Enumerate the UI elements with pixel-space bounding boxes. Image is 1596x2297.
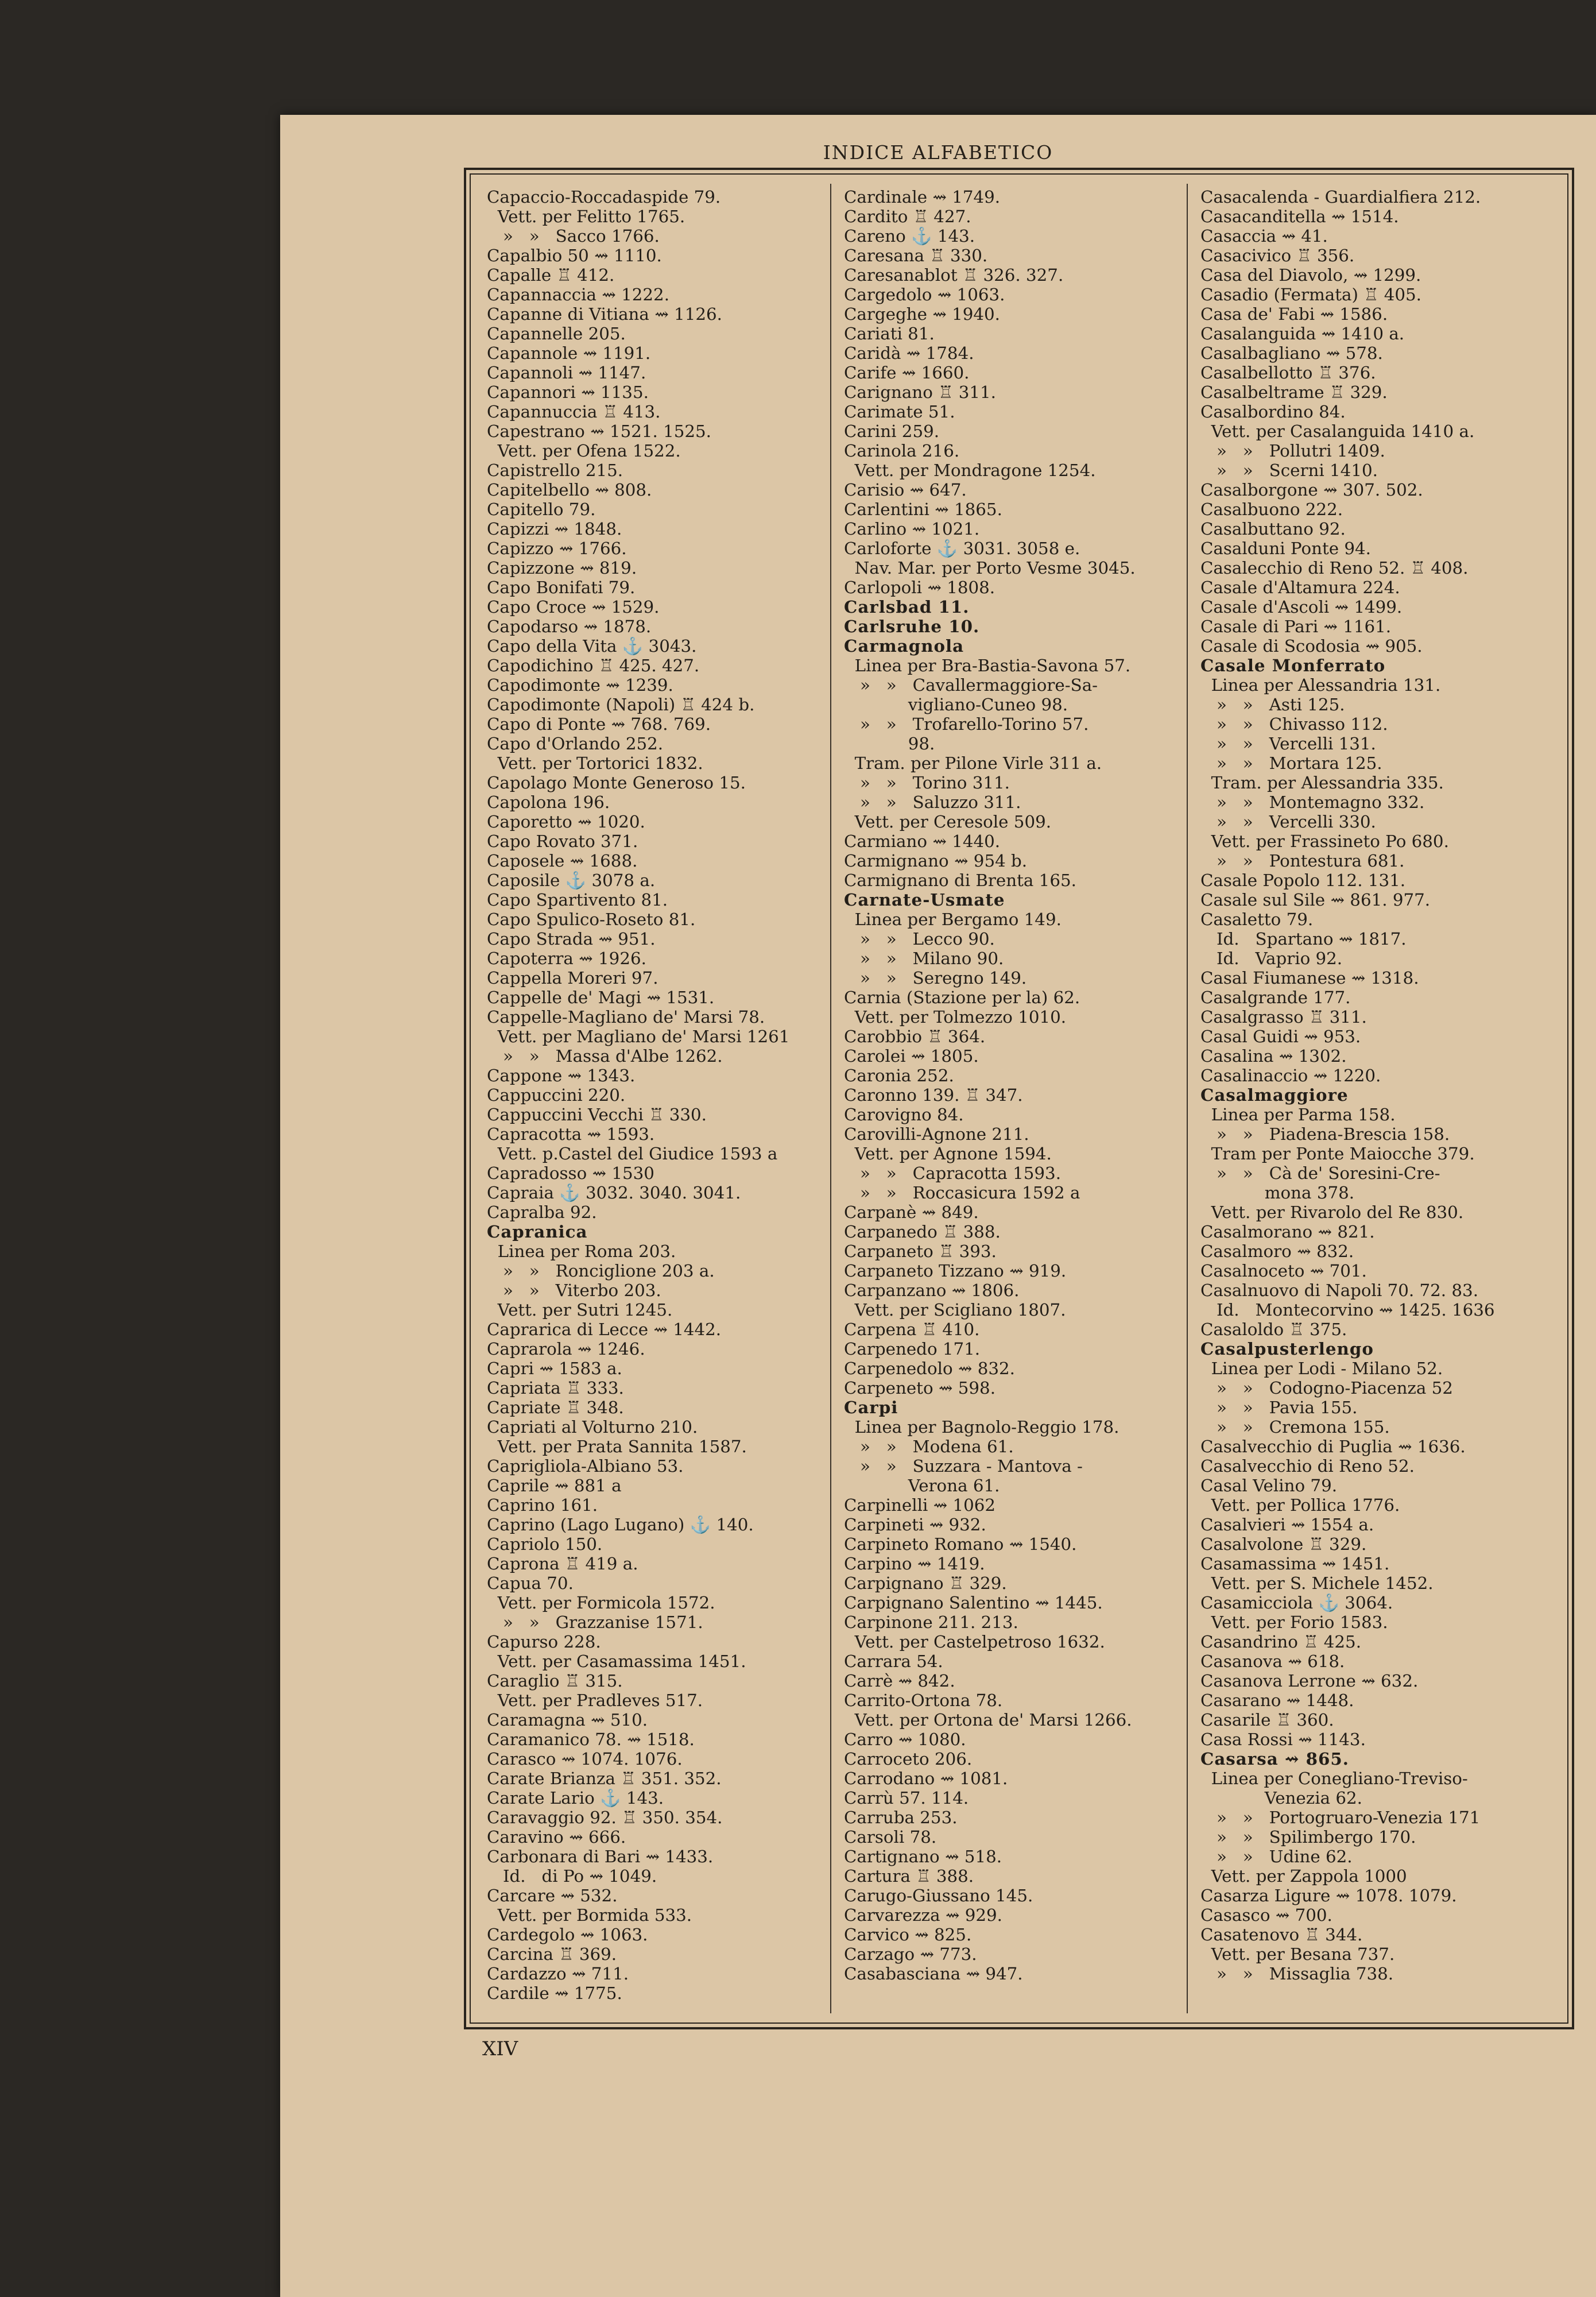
index-entry: Capralba 92. xyxy=(487,1202,597,1222)
index-entry: Cardegolo ⇝ 1063. xyxy=(487,1925,648,1944)
index-entry: » » Spilimbergo 170. xyxy=(1200,1827,1416,1847)
index-entry: Capizzone ⇝ 819. xyxy=(487,558,637,578)
index-entry: Caronia 252. xyxy=(844,1066,954,1085)
index-entry: Carvico ⇝ 825. xyxy=(844,1925,972,1944)
index-entry: Cartura ♖ 388. xyxy=(844,1866,974,1886)
index-entry: Cappelle de' Magi ⇝ 1531. xyxy=(487,988,715,1007)
index-entry: Capo Strada ⇝ 951. xyxy=(487,929,656,949)
index-entry: Capannole ⇝ 1191. xyxy=(487,343,651,363)
index-entry: Carpinelli ⇝ 1062 xyxy=(844,1495,996,1515)
index-entry: Capo della Vita ⚓ 3043. xyxy=(487,636,697,656)
index-entry: Capo Spulico-Roseto 81. xyxy=(487,910,696,929)
index-entry: Caravaggio 92. ♖ 350. 354. xyxy=(487,1808,723,1827)
index-entry: Vett. per Bormida 533. xyxy=(487,1905,692,1925)
index-entry: Carvarezza ⇝ 929. xyxy=(844,1905,1002,1925)
index-entry: » » Roccasicura 1592 a xyxy=(844,1183,1080,1202)
index-entry: Vett. per Felitto 1765. xyxy=(487,207,685,226)
index-entry: Vett. per Besana 737. xyxy=(1200,1944,1395,1964)
index-entry: Casatenovo ♖ 344. xyxy=(1200,1925,1363,1944)
index-entry: Carrara 54. xyxy=(844,1652,943,1671)
index-entry: Vett. per Rivarolo del Re 830. xyxy=(1200,1202,1464,1222)
index-entry: Cariati 81. xyxy=(844,324,935,343)
index-entry: Caprigliola-Albiano 53. xyxy=(487,1456,684,1476)
index-entry: » » Sacco 1766. xyxy=(487,226,660,246)
index-column-2 xyxy=(844,187,1188,1983)
index-entry: Caraglio ♖ 315. xyxy=(487,1671,623,1691)
index-entry: Caposile ⚓ 3078 a. xyxy=(487,871,656,890)
index-entry: Cappella Moreri 97. xyxy=(487,968,658,988)
index-entry: » » Suzzara - Mantova - xyxy=(844,1456,1083,1476)
index-entry: Carpena ♖ 410. xyxy=(844,1320,980,1339)
index-column-3 xyxy=(1200,187,1545,1983)
index-entry: Vett. p.Castel del Giudice 1593 a xyxy=(487,1144,778,1163)
index-entry: Vett. per Frassineto Po 680. xyxy=(1200,832,1449,851)
index-entry: Casal Guidi ⇝ 953. xyxy=(1200,1027,1361,1046)
index-entry: Carignano ♖ 311. xyxy=(844,382,996,402)
index-entry: Caprile ⇝ 881 a xyxy=(487,1476,622,1495)
index-entry: Capanne di Vitiana ⇝ 1126. xyxy=(487,304,722,324)
index-entry: Cartignano ⇝ 518. xyxy=(844,1847,1002,1866)
index-entry: Cappuccini Vecchi ♖ 330. xyxy=(487,1105,707,1124)
index-entry: Casalbuttano 92. xyxy=(1200,519,1346,539)
index-entry: Carlsruhe 10. xyxy=(844,617,980,636)
index-entry: Carrodano ⇝ 1081. xyxy=(844,1769,1008,1788)
index-entry: Casalbellotto ♖ 376. xyxy=(1200,363,1376,382)
index-entry: Carpi xyxy=(844,1398,898,1417)
index-entry: Carate Brianza ♖ 351. 352. xyxy=(487,1769,722,1788)
index-entry: Carpignano ♖ 329. xyxy=(844,1573,1007,1593)
index-entry: Carpanzano ⇝ 1806. xyxy=(844,1281,1020,1300)
index-entry: Caposele ⇝ 1688. xyxy=(487,851,638,871)
index-entry: Capistrello 215. xyxy=(487,461,623,480)
index-entry: Casalgrande 177. xyxy=(1200,988,1351,1007)
index-entry: Casalborgone ⇝ 307. 502. xyxy=(1200,480,1423,500)
index-entry: Casacanditella ⇝ 1514. xyxy=(1200,207,1399,226)
index-entry: Tram per Ponte Maiocche 379. xyxy=(1200,1144,1475,1163)
index-entry: Capoterra ⇝ 1926. xyxy=(487,949,646,968)
index-entry: Caramagna ⇝ 510. xyxy=(487,1710,648,1730)
index-entry: Cappelle-Magliano de' Marsi 78. xyxy=(487,1007,765,1027)
index-entry: Cargedolo ⇝ 1063. xyxy=(844,285,1005,304)
index-entry: Capizzi ⇝ 1848. xyxy=(487,519,622,539)
index-entry: Capalle ♖ 412. xyxy=(487,265,615,285)
index-entry: Carasco ⇝ 1074. 1076. xyxy=(487,1749,683,1769)
index-entry: Tram. per Pilone Virle 311 a. xyxy=(844,753,1102,773)
index-entry: Capizzo ⇝ 1766. xyxy=(487,539,627,558)
index-entry: Casalmoro ⇝ 832. xyxy=(1200,1242,1354,1261)
index-entry: Linea per Alessandria 131. xyxy=(1200,675,1441,695)
index-entry: Linea per Bergamo 149. xyxy=(844,910,1062,929)
index-entry: Carisio ⇝ 647. xyxy=(844,480,967,500)
index-entry: » » Saluzzo 311. xyxy=(844,792,1021,812)
index-entry: Caridà ⇝ 1784. xyxy=(844,343,974,363)
index-entry: Capri ⇝ 1583 a. xyxy=(487,1359,622,1378)
index-entry: Casalgrasso ♖ 311. xyxy=(1200,1007,1367,1027)
index-entry: Vett. per Ofena 1522. xyxy=(487,441,681,461)
index-entry: » » Pollutri 1409. xyxy=(1200,441,1385,461)
index-entry: Tram. per Alessandria 335. xyxy=(1200,773,1444,792)
index-entry: Casarile ♖ 360. xyxy=(1200,1710,1334,1730)
index-entry: » » Capracotta 1593. xyxy=(844,1163,1062,1183)
index-entry: Id. Vaprio 92. xyxy=(1200,949,1343,968)
index-entry: Carzago ⇝ 773. xyxy=(844,1944,977,1964)
index-entry: Carovilli-Agnone 211. xyxy=(844,1124,1029,1144)
index-entry: Capriate ♖ 348. xyxy=(487,1398,624,1417)
index-entry: Vett. per Tortorici 1832. xyxy=(487,753,703,773)
index-entry: » » Pavia 155. xyxy=(1200,1398,1358,1417)
index-entry: Casalmaggiore xyxy=(1200,1085,1349,1105)
index-entry: » » Lecco 90. xyxy=(844,929,995,949)
index-entry: Casalinaccio ⇝ 1220. xyxy=(1200,1066,1381,1085)
index-entry: Capannoli ⇝ 1147. xyxy=(487,363,646,382)
index-entry: » » Grazzanise 1571. xyxy=(487,1612,703,1632)
index-entry: Carmignano ⇝ 954 b. xyxy=(844,851,1028,871)
index-entry: Verona 61. xyxy=(844,1476,1000,1495)
index-entry: Capo di Ponte ⇝ 768. 769. xyxy=(487,714,711,734)
index-entry: Linea per Bagnolo-Reggio 178. xyxy=(844,1417,1119,1437)
index-entry: » » Vercelli 330. xyxy=(1200,812,1376,832)
index-entry: Capodimonte (Napoli) ♖ 424 b. xyxy=(487,695,755,714)
index-entry: Carpenedolo ⇝ 832. xyxy=(844,1359,1015,1378)
index-entry: » » Missaglia 738. xyxy=(1200,1964,1394,1983)
index-entry: Carloforte ⚓ 3031. 3058 e. xyxy=(844,539,1080,558)
index-entry: Vett. per Castelpetroso 1632. xyxy=(844,1632,1105,1652)
page-header: INDICE ALFABETICO xyxy=(823,141,1053,164)
index-entry: Id. di Po ⇝ 1049. xyxy=(487,1866,657,1886)
index-entry: Casal Fiumanese ⇝ 1318. xyxy=(1200,968,1419,988)
index-entry: Cappuccini 220. xyxy=(487,1085,626,1105)
index-entry: Vett. per Ortona de' Marsi 1266. xyxy=(844,1710,1132,1730)
index-entry: Capriata ♖ 333. xyxy=(487,1378,624,1398)
index-entry: Casabasciana ⇝ 947. xyxy=(844,1964,1023,1983)
index-entry: Capannelle 205. xyxy=(487,324,626,343)
index-entry: » » Torino 311. xyxy=(844,773,1010,792)
index-entry: Careno ⚓ 143. xyxy=(844,226,975,246)
page-number: XIV xyxy=(482,2037,518,2060)
index-entry: Caresana ♖ 330. xyxy=(844,246,988,265)
index-entry: Carpanedo ♖ 388. xyxy=(844,1222,1001,1242)
index-entry: Carate Lario ⚓ 143. xyxy=(487,1788,664,1808)
index-entry: Carpineto Romano ⇝ 1540. xyxy=(844,1534,1077,1554)
index-entry: Carcina ♖ 369. xyxy=(487,1944,617,1964)
index-entry: Caravino ⇝ 666. xyxy=(487,1827,626,1847)
index-entry: Linea per Lodi - Milano 52. xyxy=(1200,1359,1443,1378)
index-entry: Casalanguida ⇝ 1410 a. xyxy=(1200,324,1405,343)
index-entry: Venezia 62. xyxy=(1200,1788,1362,1808)
index-entry: Casalvecchio di Reno 52. xyxy=(1200,1456,1415,1476)
index-entry: Vett. per Ceresole 509. xyxy=(844,812,1052,832)
index-entry: » » Vercelli 131. xyxy=(1200,734,1376,753)
index-entry: Casalbagliano ⇝ 578. xyxy=(1200,343,1383,363)
index-entry: » » Chivasso 112. xyxy=(1200,714,1388,734)
index-entry: Linea per Conegliano-Treviso- xyxy=(1200,1769,1468,1788)
index-entry: Casarano ⇝ 1448. xyxy=(1200,1691,1354,1710)
index-entry: Casanova ⇝ 618. xyxy=(1200,1652,1345,1671)
index-entry: » » Portogruaro-Venezia 171 xyxy=(1200,1808,1481,1827)
index-entry: Linea per Roma 203. xyxy=(487,1242,676,1261)
index-entry: vigliano-Cuneo 98. xyxy=(844,695,1068,714)
index-entry: Vett. per Zappola 1000 xyxy=(1200,1866,1407,1886)
index-entry: Cappone ⇝ 1343. xyxy=(487,1066,636,1085)
index-entry: Casal Velino 79. xyxy=(1200,1476,1338,1495)
index-entry: Carpineti ⇝ 932. xyxy=(844,1515,986,1534)
index-entry: Caresanablot ♖ 326. 327. xyxy=(844,265,1064,285)
index-entry: Capodichino ♖ 425. 427. xyxy=(487,656,700,675)
index-entry: Caramanico 78. ⇝ 1518. xyxy=(487,1730,695,1749)
index-entry: Carrito-Ortona 78. xyxy=(844,1691,1003,1710)
index-entry: Carrù 57. 114. xyxy=(844,1788,969,1808)
index-entry: Capua 70. xyxy=(487,1573,574,1593)
index-entry: Caprino 161. xyxy=(487,1495,598,1515)
index-entry: Vett. per Pradleves 517. xyxy=(487,1691,703,1710)
index-entry: Capaccio-Roccadaspide 79. xyxy=(487,187,721,207)
index-entry: Carpenedo 171. xyxy=(844,1339,981,1359)
index-entry: Casalina ⇝ 1302. xyxy=(1200,1046,1347,1066)
index-entry: Casamassima ⇝ 1451. xyxy=(1200,1554,1390,1573)
index-entry: Carlsbad 11. xyxy=(844,597,970,617)
index-entry: » » Montemagno 332. xyxy=(1200,792,1425,812)
index-entry: Capriolo 150. xyxy=(487,1534,603,1554)
index-entry: » » Seregno 149. xyxy=(844,968,1027,988)
index-entry: Casaccia ⇝ 41. xyxy=(1200,226,1328,246)
index-entry: Capo d'Orlando 252. xyxy=(487,734,664,753)
index-entry: Capalbio 50 ⇝ 1110. xyxy=(487,246,662,265)
index-entry: Casalduni Ponte 94. xyxy=(1200,539,1371,558)
index-entry: Carpino ⇝ 1419. xyxy=(844,1554,985,1573)
index-entry: Carmiano ⇝ 1440. xyxy=(844,832,1001,851)
index-entry: Caronno 139. ♖ 347. xyxy=(844,1085,1023,1105)
index-entry: Caprarica di Lecce ⇝ 1442. xyxy=(487,1320,722,1339)
index-entry: Casasco ⇝ 700. xyxy=(1200,1905,1332,1925)
index-entry: Casaloldo ♖ 375. xyxy=(1200,1320,1347,1339)
index-entry: Casale Popolo 112. 131. xyxy=(1200,871,1406,890)
index-entry: Capitelbello ⇝ 808. xyxy=(487,480,652,500)
index-entry: Casarsa ⇝ 865. xyxy=(1200,1749,1349,1769)
index-entry: Casalbuono 222. xyxy=(1200,500,1343,519)
index-column-1 xyxy=(487,187,831,2003)
index-entry: » » Ronciglione 203 a. xyxy=(487,1261,715,1281)
index-entry: Casale sul Sile ⇝ 861. 977. xyxy=(1200,890,1431,910)
index-entry: » » Modena 61. xyxy=(844,1437,1014,1456)
index-entry: Capannaccia ⇝ 1222. xyxy=(487,285,670,304)
index-entry: Vett. per Casamassima 1451. xyxy=(487,1652,746,1671)
index-entry: Carcare ⇝ 532. xyxy=(487,1886,618,1905)
index-entry: Vett. per Formicola 1572. xyxy=(487,1593,715,1612)
index-entry: Carobbio ♖ 364. xyxy=(844,1027,986,1046)
index-entry: Vett. per Sutri 1245. xyxy=(487,1300,673,1320)
index-entry: Casalecchio di Reno 52. ♖ 408. xyxy=(1200,558,1469,578)
index-entry: Caprona ♖ 419 a. xyxy=(487,1554,638,1573)
index-entry: Casalpusterlengo xyxy=(1200,1339,1374,1359)
index-entry: Carinola 216. xyxy=(844,441,960,461)
index-entry: Id. Montecorvino ⇝ 1425. 1636 xyxy=(1200,1300,1495,1320)
index-entry: Capo Spartivento 81. xyxy=(487,890,668,910)
index-entry: Casale di Scodosia ⇝ 905. xyxy=(1200,636,1423,656)
index-entry: Casacivico ♖ 356. xyxy=(1200,246,1355,265)
index-entry: Capriati al Volturno 210. xyxy=(487,1417,698,1437)
index-page xyxy=(280,115,1596,2297)
index-entry: Casalvolone ♖ 329. xyxy=(1200,1534,1367,1554)
index-entry: Casale d'Ascoli ⇝ 1499. xyxy=(1200,597,1403,617)
index-entry: Carruba 253. xyxy=(844,1808,958,1827)
index-entry: Carlentini ⇝ 1865. xyxy=(844,500,1002,519)
index-entry: Casadio (Fermata) ♖ 405. xyxy=(1200,285,1421,304)
index-entry: Carro ⇝ 1080. xyxy=(844,1730,966,1749)
index-entry: Capolago Monte Generoso 15. xyxy=(487,773,746,792)
index-entry: Capo Rovato 371. xyxy=(487,832,638,851)
index-entry: » » Milano 90. xyxy=(844,949,1004,968)
index-entry: Casale d'Altamura 224. xyxy=(1200,578,1400,597)
index-entry: Capestrano ⇝ 1521. 1525. xyxy=(487,421,711,441)
index-entry: Carini 259. xyxy=(844,421,940,441)
index-entry: Capracotta ⇝ 1593. xyxy=(487,1124,655,1144)
index-entry: Carpignano Salentino ⇝ 1445. xyxy=(844,1593,1103,1612)
index-entry: Casalnuovo di Napoli 70. 72. 83. xyxy=(1200,1281,1479,1300)
index-entry: » » Massa d'Albe 1262. xyxy=(487,1046,723,1066)
index-entry: Vett. per Magliano de' Marsi 1261 xyxy=(487,1027,790,1046)
index-entry: Vett. per Mondragone 1254. xyxy=(844,461,1096,480)
index-entry: Carpanè ⇝ 849. xyxy=(844,1202,979,1222)
index-entry: Casacalenda - Guardialfiera 212. xyxy=(1200,187,1481,207)
index-entry: » » Pontestura 681. xyxy=(1200,851,1405,871)
index-entry: Vett. per Forio 1583. xyxy=(1200,1612,1388,1632)
index-entry: Capo Croce ⇝ 1529. xyxy=(487,597,660,617)
index-entry: Linea per Bra-Bastia-Savona 57. xyxy=(844,656,1131,675)
index-entry: 98. xyxy=(844,734,935,753)
index-entry: Carpaneto Tizzano ⇝ 919. xyxy=(844,1261,1067,1281)
index-entry: Casalnoceto ⇝ 701. xyxy=(1200,1261,1367,1281)
index-entry: » » Trofarello-Torino 57. xyxy=(844,714,1089,734)
index-entry: Vett. per Agnone 1594. xyxy=(844,1144,1052,1163)
index-entry: Cardile ⇝ 1775. xyxy=(487,1983,622,2003)
index-entry: Capannuccia ♖ 413. xyxy=(487,402,661,421)
index-entry: » » Udine 62. xyxy=(1200,1847,1353,1866)
index-entry: Carmagnola xyxy=(844,636,964,656)
index-entry: Casale Monferrato xyxy=(1200,656,1386,675)
index-entry: Linea per Parma 158. xyxy=(1200,1105,1396,1124)
index-entry: Caprino (Lago Lugano) ⚓ 140. xyxy=(487,1515,754,1534)
index-entry: Nav. Mar. per Porto Vesme 3045. xyxy=(844,558,1136,578)
index-entry: Carolei ⇝ 1805. xyxy=(844,1046,979,1066)
index-entry: mona 378. xyxy=(1200,1183,1355,1202)
index-entry: Vett. per Prata Sannita 1587. xyxy=(487,1437,747,1456)
index-entry: » » Viterbo 203. xyxy=(487,1281,661,1300)
index-entry: Carroceto 206. xyxy=(844,1749,973,1769)
index-entry: Carpeneto ⇝ 598. xyxy=(844,1378,996,1398)
index-entry: Carrè ⇝ 842. xyxy=(844,1671,955,1691)
index-entry: Capurso 228. xyxy=(487,1632,601,1652)
index-entry: Carlopoli ⇝ 1808. xyxy=(844,578,995,597)
index-entry: Capannori ⇝ 1135. xyxy=(487,382,649,402)
index-entry: Cardito ♖ 427. xyxy=(844,207,971,226)
index-entry: Casalmorano ⇝ 821. xyxy=(1200,1222,1375,1242)
index-entry: Vett. per Casalanguida 1410 a. xyxy=(1200,421,1475,441)
index-entry: Carbonara di Bari ⇝ 1433. xyxy=(487,1847,714,1866)
index-entry: Caprarola ⇝ 1246. xyxy=(487,1339,645,1359)
index-entry: Capraia ⚓ 3032. 3040. 3041. xyxy=(487,1183,741,1202)
index-frame xyxy=(464,168,1574,2029)
index-entry: Casarza Ligure ⇝ 1078. 1079. xyxy=(1200,1886,1457,1905)
index-entry: Carnia (Stazione per la) 62. xyxy=(844,988,1080,1007)
index-entry: Casaletto 79. xyxy=(1200,910,1314,929)
index-entry: Carmignano di Brenta 165. xyxy=(844,871,1076,890)
index-entry: Carpinone 211. 213. xyxy=(844,1612,1018,1632)
index-entry: » » Cà de' Soresini-Cre- xyxy=(1200,1163,1440,1183)
column-divider xyxy=(830,184,831,2013)
index-entry: Capolona 196. xyxy=(487,792,610,812)
column-divider xyxy=(1187,184,1188,2013)
index-entry: Carimate 51. xyxy=(844,402,955,421)
index-entry: Casanova Lerrone ⇝ 632. xyxy=(1200,1671,1419,1691)
index-entry: Casa de' Fabi ⇝ 1586. xyxy=(1200,304,1388,324)
index-entry: » » Codogno-Piacenza 52 xyxy=(1200,1378,1453,1398)
index-entry: » » Cavallermaggiore-Sa- xyxy=(844,675,1098,695)
index-entry: Vett. per Pollica 1776. xyxy=(1200,1495,1400,1515)
index-entry: Id. Spartano ⇝ 1817. xyxy=(1200,929,1407,949)
index-entry: Carlino ⇝ 1021. xyxy=(844,519,980,539)
index-entry: Carsoli 78. xyxy=(844,1827,937,1847)
index-entry: Capradosso ⇝ 1530 xyxy=(487,1163,654,1183)
index-entry: Cargeghe ⇝ 1940. xyxy=(844,304,1000,324)
index-entry: Carpaneto ♖ 393. xyxy=(844,1242,997,1261)
index-entry: Casalbeltrame ♖ 329. xyxy=(1200,382,1388,402)
index-entry: Vett. per Tolmezzo 1010. xyxy=(844,1007,1067,1027)
index-entry: Casa Rossi ⇝ 1143. xyxy=(1200,1730,1366,1749)
index-entry: Capo Bonifati 79. xyxy=(487,578,636,597)
index-entry: Capranica xyxy=(487,1222,588,1242)
index-entry: Carnate-Usmate xyxy=(844,890,1005,910)
index-entry: Carugo-Giussano 145. xyxy=(844,1886,1033,1905)
index-entry: Casalvecchio di Puglia ⇝ 1636. xyxy=(1200,1437,1466,1456)
index-entry: » » Scerni 1410. xyxy=(1200,461,1378,480)
index-entry: Casalbordino 84. xyxy=(1200,402,1346,421)
index-entry: Capodarso ⇝ 1878. xyxy=(487,617,652,636)
index-entry: Vett. per Scigliano 1807. xyxy=(844,1300,1066,1320)
index-entry: Casamicciola ⚓ 3064. xyxy=(1200,1593,1393,1612)
index-entry: Vett. per S. Michele 1452. xyxy=(1200,1573,1434,1593)
index-entry: Carife ⇝ 1660. xyxy=(844,363,970,382)
index-entry: Cardinale ⇝ 1749. xyxy=(844,187,1001,207)
index-entry: Casandrino ♖ 425. xyxy=(1200,1632,1362,1652)
index-entry: Caporetto ⇝ 1020. xyxy=(487,812,645,832)
index-entry: Casalvieri ⇝ 1554 a. xyxy=(1200,1515,1374,1534)
index-entry: Cardazzo ⇝ 711. xyxy=(487,1964,629,1983)
index-entry: Casale di Pari ⇝ 1161. xyxy=(1200,617,1392,636)
index-entry: » » Piadena-Brescia 158. xyxy=(1200,1124,1450,1144)
index-entry: Capitello 79. xyxy=(487,500,596,519)
index-entry: Carovigno 84. xyxy=(844,1105,964,1124)
index-entry: Capodimonte ⇝ 1239. xyxy=(487,675,673,695)
index-entry: Casa del Diavolo, ⇝ 1299. xyxy=(1200,265,1421,285)
index-entry: » » Mortara 125. xyxy=(1200,753,1382,773)
index-entry: » » Asti 125. xyxy=(1200,695,1345,714)
index-entry: » » Cremona 155. xyxy=(1200,1417,1390,1437)
